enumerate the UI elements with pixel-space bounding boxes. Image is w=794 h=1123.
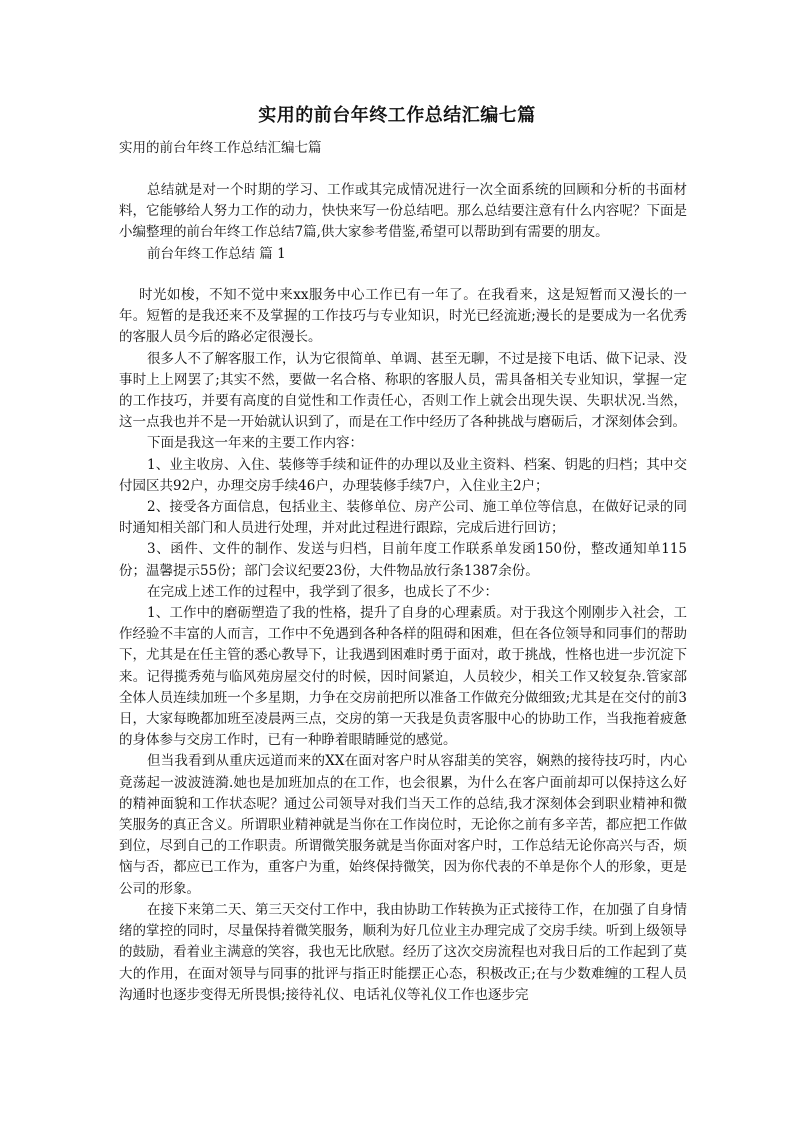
intro-block [119, 180, 687, 244]
intro-paragraph: 总结就是对一个时期的学习、工作或其完成情况进行一次全面系统的回顾和分析的书面材料，它能够给人努力工作的动力，快快来写一份总结吧。那么总结要注意有什么内容呢？下面是小编整理的前台年终工作总结7篇,供大家参考借鉴,希望可以帮助到有需要的朋友。 [119, 182, 687, 241]
body-paragraph: 2、接受各方面信息，包括业主、装修单位、房产公司、施工单位等信息，在做好记录的同时通知相关部门和人员进行处理，并对此过程进行跟踪，完成后进行回访； [119, 499, 687, 537]
body-paragraph: 在完成上述工作的过程中，我学到了很多，也成长了不少： [147, 583, 498, 600]
body-paragraph: 1、业主收房、入住、装修等手续和证件的办理以及业主资料、档案、钥匙的归档；其中交付园区共92户，办理交房手续46户，办理装修手续7户，入住业主2户； [119, 456, 687, 494]
body-paragraph: 但当我看到从重庆远道而来的XX在面对客户时从容甜美的笑容，娴熟的接待技巧时，内心竟荡起一波波涟漪.她也是加班加点的在工作，也会很累，为什么在客户面前却可以保持这么好的精神面貌和工作状态呢？通过公司领导对我们当天工作的总结,我才深刻体会到职业精神和微笑服务的真正含义。所谓职业精神就是当你在工作岗位时，无论你之前有多辛苦，都应把工作做到位，尽到自己的工作职责。所谓微笑服务就是当你面对客户时，工作总结无论你高兴与否，烦恼与否，都应已工作为，重客户为重，始终保持微笑，因为你代表的不单是你个人的形象，更是公司的形象。 [119, 753, 687, 897]
document-subtitle: 实用的前台年终工作总结汇编七篇 [119, 140, 322, 156]
body-paragraph: 1、工作中的磨砺塑造了我的性格，提升了自身的心理素质。对于我这个刚刚步入社会，工作经验不丰富的人而言，工作中不免遇到各种各样的阻碍和困难，但在各位领导和同事们的帮助下，尤其是在任主管的悉心教导下，让我遇到困难时勇于面对，敢于挑战，性格也进一步沉淀下来。记得揽秀苑与临风苑房屋交付的时候，因时间紧迫，人员较少，相关工作又较复杂.管家部全体人员连续加班一个多星期，力争在交房前把所以准备工作做充分做细致;尤其是在交付的前3日，大家每晚都加班至凌晨两三点，交房的第一天我是负责客服中心的协助工作，当我拖着疲惫的身体参与交房工作时，已有一种睁着眼睛睡觉的感觉。 [119, 605, 687, 749]
body-paragraph: 3、函件、文件的制作、发送与归档，目前年度工作联系单发函150份，整改通知单115份；温馨提示55份；部门会议纪要23份，大件物品放行条1387余份。 [119, 541, 687, 579]
section-heading: 前台年终工作总结 篇 1 [147, 246, 286, 262]
body-paragraph: 下面是我这一年来的主要工作内容： [147, 435, 363, 452]
body-paragraph: 在接下来第二天、第三天交付工作中，我由协助工作转换为正式接待工作，在加强了自身情绪的掌控的同时，尽量保持着微笑服务，顺利为好几位业主办理完成了交房手续。听到上级领导的鼓励，看着业主满意的笑容，我也无比欣慰。经历了这次交房流程也对我日后的工作起到了莫大的作用，在面对领导与同事的批评与指正时能摆正心态，积极改正;在与少数难缠的工程人员沟通时也逐步变得无所畏惧;接待礼仪、电话礼仪等礼仪工作也逐步完 [119, 901, 687, 1003]
main-body [119, 285, 687, 1006]
body-paragraph: 很多人不了解客服工作，认为它很简单、单调、甚至无聊，不过是接下电话、做下记录、没事时上上网罢了;其实不然，要做一名合格、称职的客服人员，需具备相关专业知识，掌握一定的工作技巧，并要有高度的自觉性和工作责任心，否则工作上就会出现失误、失职状况.当然，这一点我也并不是一开始就认识到了，而是在工作中经历了各种挑战与磨砺后，才深刻体会到。 [119, 350, 687, 431]
body-paragraph: 时光如梭，不知不觉中来xx服务中心工作已有一年了。在我看来，这是短暂而又漫长的一年。短暂的是我还来不及掌握的工作技巧与专业知识，时光已经流逝;漫长的是要成为一名优秀的客服人员今后的路必定很漫长。 [119, 287, 687, 346]
document-title: 实用的前台年终工作总结汇编七篇 [258, 105, 536, 126]
